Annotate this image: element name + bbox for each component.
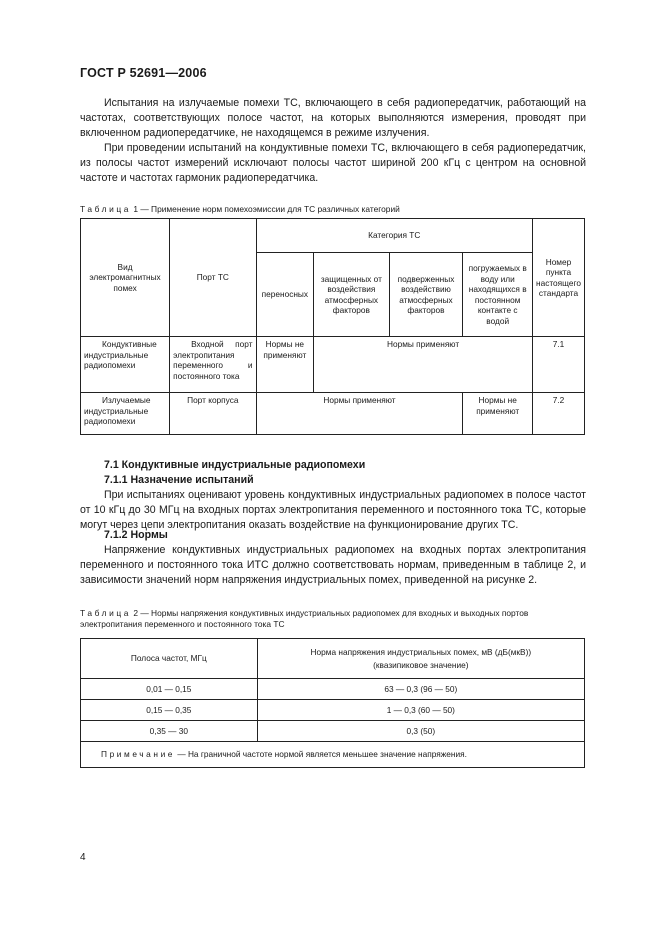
page-number: 4 <box>80 852 86 863</box>
table1-head-cat-exposed: подверженных воздействию атмосферных факторов <box>389 253 463 337</box>
table1-row1-clause: 7.1 <box>532 337 584 393</box>
section-paragraph-7-1-2: Напряжение кондуктивных индустриальных радиопомех на входных портах электропитания переменного и постоянного тока ИТС должно соответствовать нормам, приведенным в таблице 2, и зависимости значений норм напряжения индустриальных помех, приведенной на рисунке 2. <box>80 544 586 586</box>
section-paragraph-7-1-1: При испытаниях оценивают уровень кондуктивных индустриальных радиопомех в полосе частот от 10 кГц до 30 МГц на входных портах электропитания переменного и постоянного тока ТС, которые могут через цепи электропитания оказать воздействие на функционирование других ТС. <box>80 489 586 531</box>
table2-caption-text: 2 — Нормы напряжения кондуктивных индустриальных радиопомех для входных и выходных портов электропитания переменного и постоянного тока ТС <box>80 608 529 629</box>
intro-paragraph-2: При проведении испытаний на кондуктивные помехи ТС, включающего в себя радиопередатчик, из полосы частот измерений исключают полосы частот шириной 200 кГц с центром на основной частоте и частотах гармоник радиопередатчика. <box>80 142 586 184</box>
table1-row2-kind: Излучаемые индустриальные радиопомехи <box>81 393 170 435</box>
table1-row1-norms: Нормы применяют <box>314 337 533 393</box>
table1-head-cat-submerged: погружаемых в воду или находящихся в постоянном контакте с водой <box>463 253 533 337</box>
table2-head-band: Полоса частот, МГц <box>81 639 258 679</box>
table2-row2-band: 0,15 — 0,35 <box>81 700 258 721</box>
table2-caption-word: Таблица <box>80 608 132 618</box>
table2-row1-norm: 63 — 0,3 (96 — 50) <box>257 679 584 700</box>
table1-head-kind: Вид электромагнитных помех <box>81 219 170 337</box>
table1-head-port: Порт ТС <box>170 219 256 337</box>
table1-row2-port: Порт корпуса <box>170 393 256 435</box>
table2-row3-band: 0,35 — 30 <box>81 721 258 742</box>
table1-head-cat-portable: переносных <box>256 253 314 337</box>
section-heading-7-1-2: 7.1.2 Нормы <box>104 529 168 541</box>
table1-head-clause: Номер пункта настоящего стандарта <box>532 219 584 337</box>
section-heading-7-1: 7.1 Кондуктивные индустриальные радиопомехи <box>104 459 366 471</box>
standard-header: ГОСТ Р 52691—2006 <box>80 66 207 80</box>
table2-head-norm <box>257 639 584 679</box>
table2-head-norm-line2: (квазипиковое значение) <box>373 660 469 670</box>
table1-row2-norms: Нормы применяют <box>256 393 463 435</box>
table2-head-norm-line1: Норма напряжения индустриальных помех, мВ (дБ(мкВ)) <box>310 646 532 657</box>
table1-row1-cat1: Нормы не применяют <box>256 337 314 393</box>
intro-paragraph-1: Испытания на излучаемые помехи ТС, включающего в себя радиопередатчик, работающий на частотах, соответствующих полосе частот, на которых выполняются измерения, проводят при включенном радиопередатчике, не находящемся в режиме излучения. <box>80 97 586 139</box>
table1-caption-text: 1 — Применение норм помехоэмиссии для ТС различных категорий <box>131 204 400 214</box>
table2-note-word: Примечание <box>101 749 176 760</box>
table1-head-cat-protected: защищенных от воздействия атмосферных факторов <box>314 253 389 337</box>
table1-row1-port: Входной порт электропитания переменного и постоянного тока <box>170 337 256 393</box>
table1-emission-norms <box>80 218 585 435</box>
table2-row1-band: 0,01 — 0,15 <box>81 679 258 700</box>
table1-row1-kind: Кондуктивные индустриальные радиопомехи <box>81 337 170 393</box>
table2-voltage-norms <box>80 638 585 768</box>
section-heading-7-1-1: 7.1.1 Назначение испытаний <box>104 474 254 486</box>
table1-row2-cat4: Нормы не применяют <box>463 393 533 435</box>
table2-row2-norm: 1 — 0,3 (60 — 50) <box>257 700 584 721</box>
table1-caption-word: Таблица <box>80 204 132 214</box>
table2-note <box>81 742 585 768</box>
table1-caption <box>80 204 590 215</box>
table1-row2-clause: 7.2 <box>532 393 584 435</box>
table1-head-category: Категория ТС <box>256 219 532 253</box>
table2-row3-norm: 0,3 (50) <box>257 721 584 742</box>
table2-note-text: — На граничной частоте нормой является меньшее значение напряжения. <box>175 749 467 760</box>
table2-caption <box>80 608 590 630</box>
